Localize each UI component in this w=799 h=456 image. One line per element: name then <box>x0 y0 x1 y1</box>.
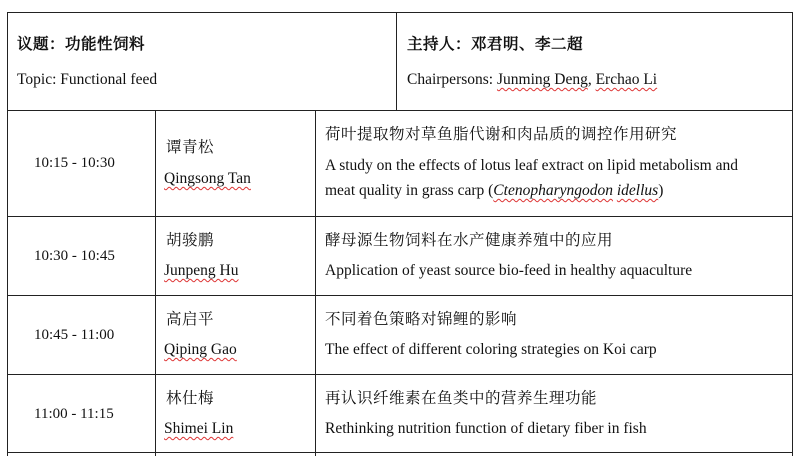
header-divider <box>396 12 397 110</box>
chairpersons-label: Chairpersons: <box>407 71 497 88</box>
chairperson-name-1: Junming Deng <box>496 71 588 88</box>
topic-cn: 议题：功能性饲料 <box>17 36 146 53</box>
table-border-header-bottom <box>7 110 793 111</box>
talk-title-cn: 荷叶提取物对草鱼脂代谢和肉品质的调控作用研究 <box>325 126 678 143</box>
table-border-row3-bottom <box>7 374 793 375</box>
speaker-name-en: Qiping Gao <box>164 341 237 358</box>
species-genus: Ctenopharyngodon <box>493 182 613 199</box>
talk-title-en-text: meat quality in grass carp ( <box>325 182 494 199</box>
table-border-row2-bottom <box>7 295 793 296</box>
session-time: 10:30 - 10:45 <box>34 248 115 264</box>
talk-title-en-line1: A study on the effects of lotus leaf extract on lipid metabolism and <box>325 157 738 174</box>
speaker-name-en: Qingsong Tan <box>164 170 251 187</box>
talk-title-cn: 不同着色策略对锦鲤的影响 <box>325 311 518 328</box>
speaker-name-cn: 谭青松 <box>166 139 215 156</box>
table-border-right <box>792 12 793 456</box>
speaker-name-cn: 胡骏鹏 <box>166 232 215 249</box>
table-border-left <box>7 12 8 456</box>
chairperson-name-2: Erchao Li <box>595 71 658 88</box>
talk-title-cn: 酵母源生物饲料在水产健康养殖中的应用 <box>325 232 614 249</box>
species-epithet: idellus <box>616 182 659 199</box>
session-time: 11:00 - 11:15 <box>34 406 114 422</box>
chairperson-separator: , <box>587 71 596 88</box>
talk-title-en: Rethinking nutrition function of dietary fiber in fish <box>325 420 647 437</box>
topic-en: Topic: Functional feed <box>17 71 158 88</box>
session-time: 10:15 - 10:30 <box>34 155 115 171</box>
chairpersons-cn: 主持人：邓君明、李二超 <box>407 36 584 53</box>
speaker-name-cn: 高启平 <box>166 311 215 328</box>
talk-title-cn: 再认识纤维素在鱼类中的营养生理功能 <box>325 390 598 407</box>
column-divider-speaker <box>155 110 156 456</box>
talk-title-en: The effect of different coloring strategies on Koi carp <box>325 341 657 358</box>
column-divider-title <box>315 110 316 456</box>
talk-title-en-close: ) <box>658 182 664 199</box>
talk-title-en-line2 <box>325 181 663 201</box>
table-border-top <box>7 12 793 13</box>
session-time: 10:45 - 11:00 <box>34 327 115 343</box>
table-border-row1-bottom <box>7 216 793 217</box>
speaker-name-en: Junpeng Hu <box>164 262 239 279</box>
chairpersons-en <box>407 70 657 90</box>
speaker-name-en: Shimei Lin <box>164 420 234 437</box>
table-border-row4-bottom <box>7 452 793 453</box>
talk-title-en: Application of yeast source bio-feed in healthy aquaculture <box>325 262 693 279</box>
speaker-name-cn: 林仕梅 <box>166 390 215 407</box>
